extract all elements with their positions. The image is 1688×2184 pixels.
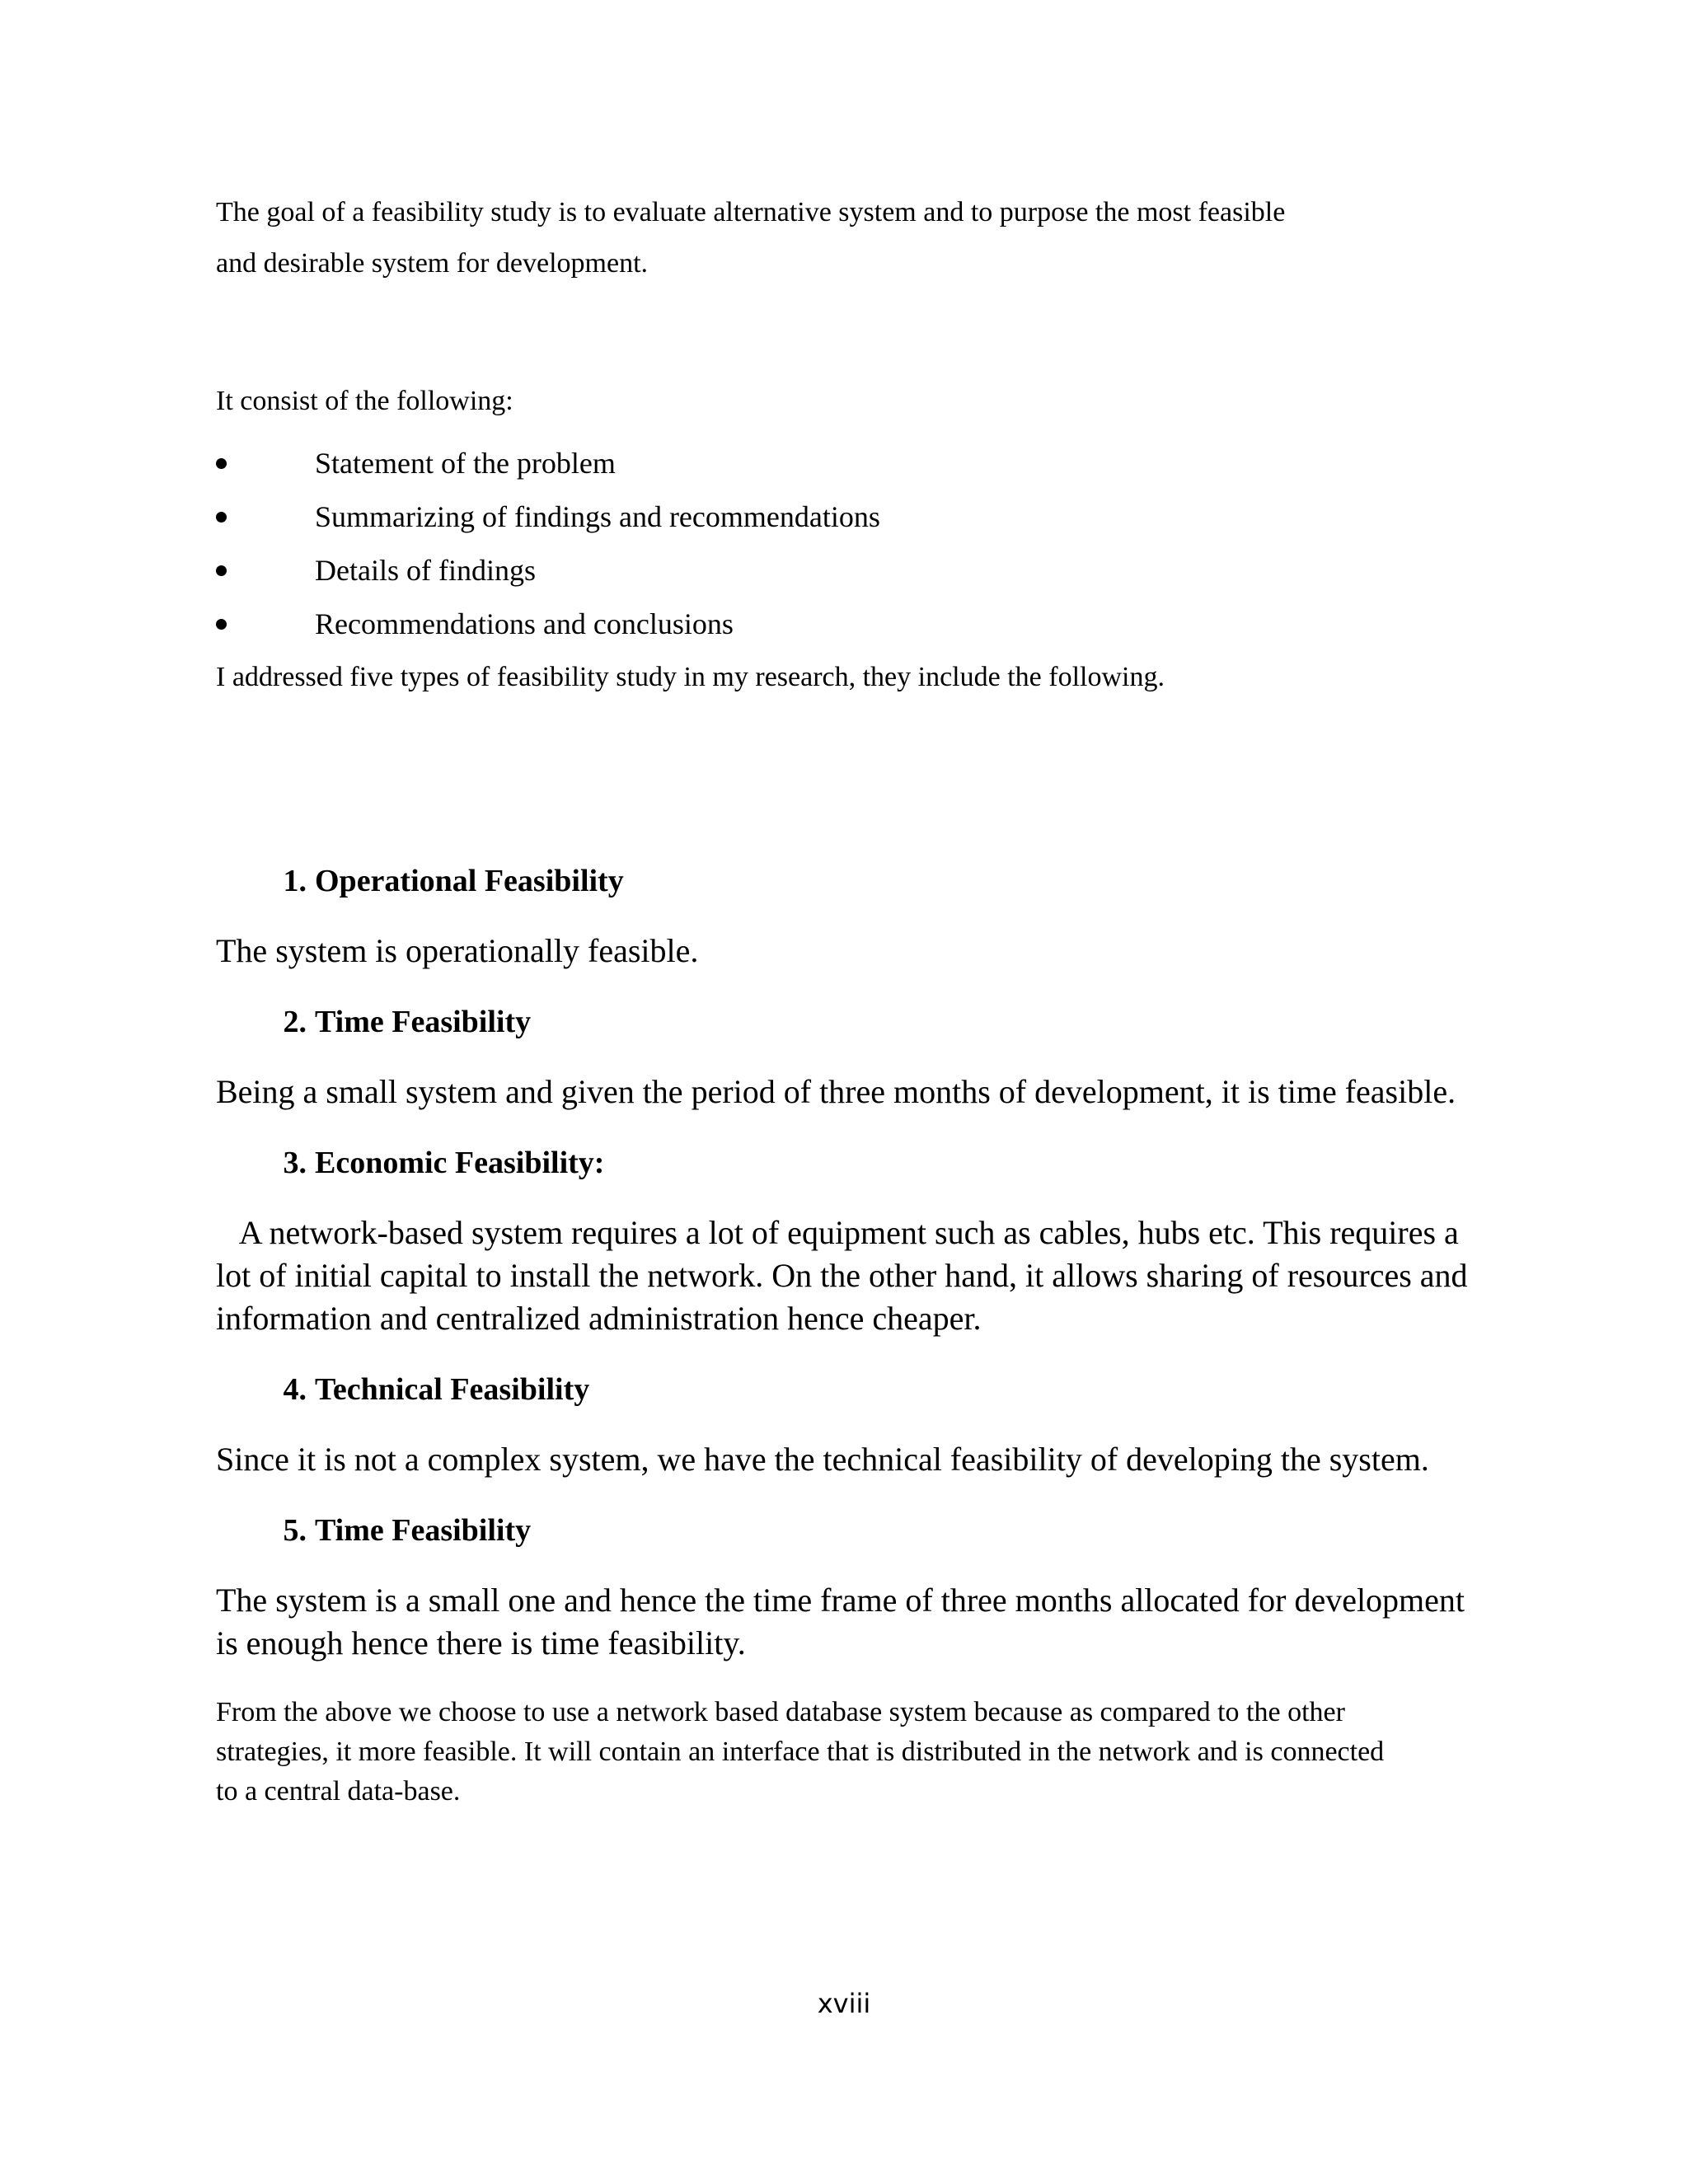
section-body-line: The system is a small one and hence the time frame of three months allocated for development xyxy=(216,1582,1465,1619)
section-number: 5. xyxy=(283,1513,307,1548)
section-body-line: is enough hence there is time feasibility. xyxy=(216,1624,746,1661)
section-title: Economic Feasibility: xyxy=(315,1146,605,1180)
section-body-line: The system is operationally feasible. xyxy=(216,932,699,969)
types-intro: I addressed five types of feasibility study in my research, they include the following. xyxy=(216,662,1165,692)
section-heading xyxy=(283,1368,590,1411)
list-item xyxy=(216,437,880,490)
intro-line-2: and desirable system for development. xyxy=(216,248,649,279)
bullet-icon xyxy=(216,565,227,576)
conclusion-line: From the above we choose to use a network based database system because as compared to the other xyxy=(216,1697,1345,1727)
list-item-text: Summarizing of findings and recommendations xyxy=(315,500,880,533)
list-item xyxy=(216,598,880,651)
section-title: Time Feasibility xyxy=(315,1005,532,1039)
section-title: Time Feasibility xyxy=(315,1513,532,1548)
section-title: Technical Feasibility xyxy=(315,1372,590,1407)
section-body-line: information and centralized administration hence cheaper. xyxy=(216,1300,982,1337)
intro-line-1: The goal of a feasibility study is to evaluate alternative system and to purpose the most feasible xyxy=(216,197,1286,227)
conclusion-line: to a central data-base. xyxy=(216,1776,461,1807)
section-number: 2. xyxy=(283,1005,307,1039)
conclusion-line: strategies, it more feasible. It will contain an interface that is distributed in the network and is connected xyxy=(216,1736,1385,1767)
component-list xyxy=(216,437,880,651)
list-item xyxy=(216,490,880,544)
bullet-icon xyxy=(216,619,227,630)
section-heading xyxy=(283,860,624,902)
consist-label: It consist of the following: xyxy=(216,386,513,416)
section-number: 4. xyxy=(283,1372,307,1407)
list-item xyxy=(216,544,880,598)
section-number: 1. xyxy=(283,864,307,898)
bullet-icon xyxy=(216,512,227,523)
section-number: 3. xyxy=(283,1146,307,1180)
section-body-line: lot of initial capital to install the network. On the other hand, it allows sharing of resources and xyxy=(216,1257,1468,1294)
section-body-line: Since it is not a complex system, we have the technical feasibility of developing the system. xyxy=(216,1441,1429,1478)
page-number: xviii xyxy=(817,1988,871,2019)
list-item-text: Statement of the problem xyxy=(315,447,616,480)
section-title: Operational Feasibility xyxy=(315,864,624,898)
section-heading xyxy=(283,1001,532,1043)
bullet-icon xyxy=(216,458,227,469)
list-item-text: Details of findings xyxy=(315,554,536,587)
section-body-line: Being a small system and given the period of three months of development, it is time feasible. xyxy=(216,1073,1456,1110)
section-heading xyxy=(283,1141,605,1184)
section-heading xyxy=(283,1509,532,1552)
list-item-text: Recommendations and conclusions xyxy=(315,607,734,640)
section-body-line: A network-based system requires a lot of equipment such as cables, hubs etc. This requires a xyxy=(216,1214,1459,1251)
